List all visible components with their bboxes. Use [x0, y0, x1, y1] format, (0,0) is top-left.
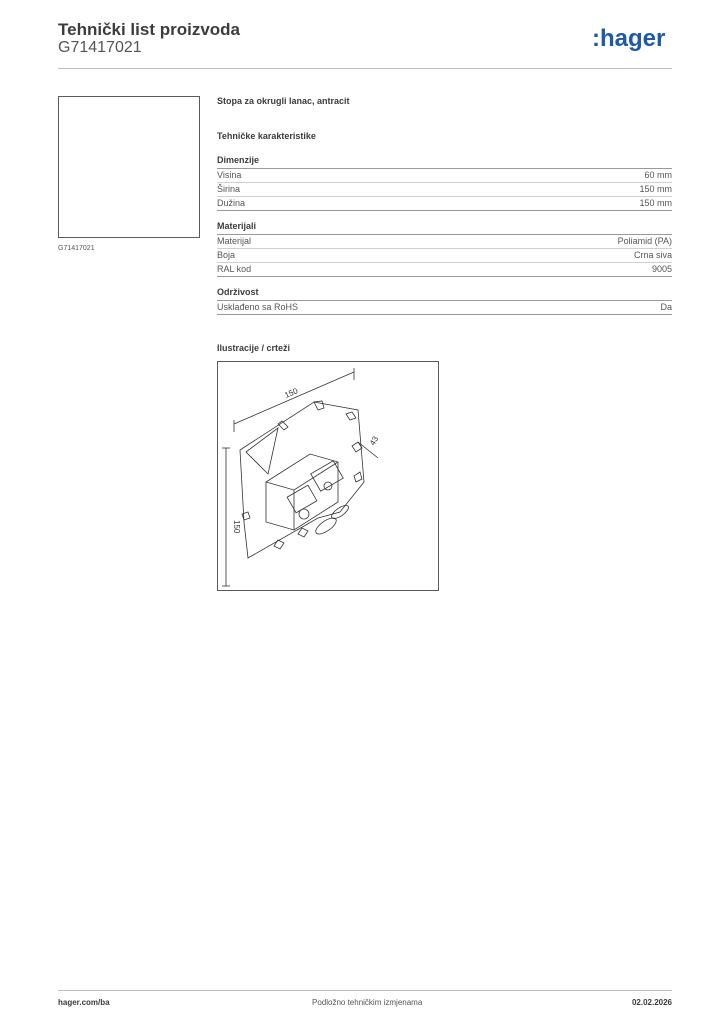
spec-row	[217, 183, 672, 197]
spec-value: Da	[660, 302, 672, 312]
spec-row	[217, 197, 672, 211]
footer-note: Podložno tehničkim izmjenama	[312, 998, 423, 1007]
spec-value: 60 mm	[644, 170, 672, 180]
spec-label: Širina	[217, 184, 241, 194]
spec-row	[217, 169, 672, 183]
base-plate	[240, 402, 364, 558]
footer-divider	[58, 990, 672, 991]
group-title: Materijali	[217, 221, 672, 235]
logo-text: :hager	[592, 25, 666, 52]
spec-content	[217, 96, 672, 315]
spec-value: Crna siva	[633, 250, 672, 260]
depth-dimension-label: 43	[367, 434, 381, 447]
width-dimension-label: 150	[283, 386, 300, 400]
technical-drawing	[217, 361, 439, 591]
spec-label: RAL kod	[217, 264, 252, 274]
footer-website-link[interactable]: hager.com/ba	[58, 998, 110, 1007]
product-name: Stopa za okrugli lanac, antracit	[217, 96, 350, 106]
spec-row	[217, 263, 672, 277]
spec-rows	[217, 235, 672, 277]
product-image-caption: G71417021	[58, 245, 95, 252]
spec-value: 150 mm	[639, 198, 672, 208]
spec-group-materials	[217, 221, 672, 277]
product-code: G71417021	[58, 39, 142, 56]
spec-label: Dužina	[217, 198, 246, 208]
specs-heading: Tehničke karakteristike	[217, 131, 316, 141]
page-title: Tehnički list proizvoda	[58, 20, 240, 39]
spec-group-dimensions	[217, 155, 672, 211]
group-title: Održivost	[217, 287, 672, 301]
spec-rows	[217, 169, 672, 211]
spec-value: Poliamid (PA)	[617, 236, 672, 246]
height-dimension-label: 150	[232, 520, 241, 534]
spec-label: Materijal	[217, 236, 252, 246]
group-title: Dimenzije	[217, 155, 672, 169]
spec-row	[217, 235, 672, 249]
spec-rows	[217, 301, 672, 315]
spec-row	[217, 301, 672, 315]
product-image	[58, 96, 200, 238]
spec-row	[217, 249, 672, 263]
spec-value: 150 mm	[639, 184, 672, 194]
dimension-line-width	[234, 372, 354, 424]
spec-label: Usklađeno sa RoHS	[217, 302, 299, 312]
spec-value: 9005	[651, 264, 672, 274]
spec-label: Visina	[217, 170, 242, 180]
footer-date: 02.02.2026	[631, 998, 672, 1007]
spec-label: Boja	[217, 250, 236, 260]
spec-group-sustainability	[217, 287, 672, 315]
header-divider	[58, 68, 672, 69]
hager-logo	[592, 24, 674, 54]
illustrations-heading: Ilustracije / crteži	[217, 343, 291, 353]
gusset	[246, 428, 278, 474]
